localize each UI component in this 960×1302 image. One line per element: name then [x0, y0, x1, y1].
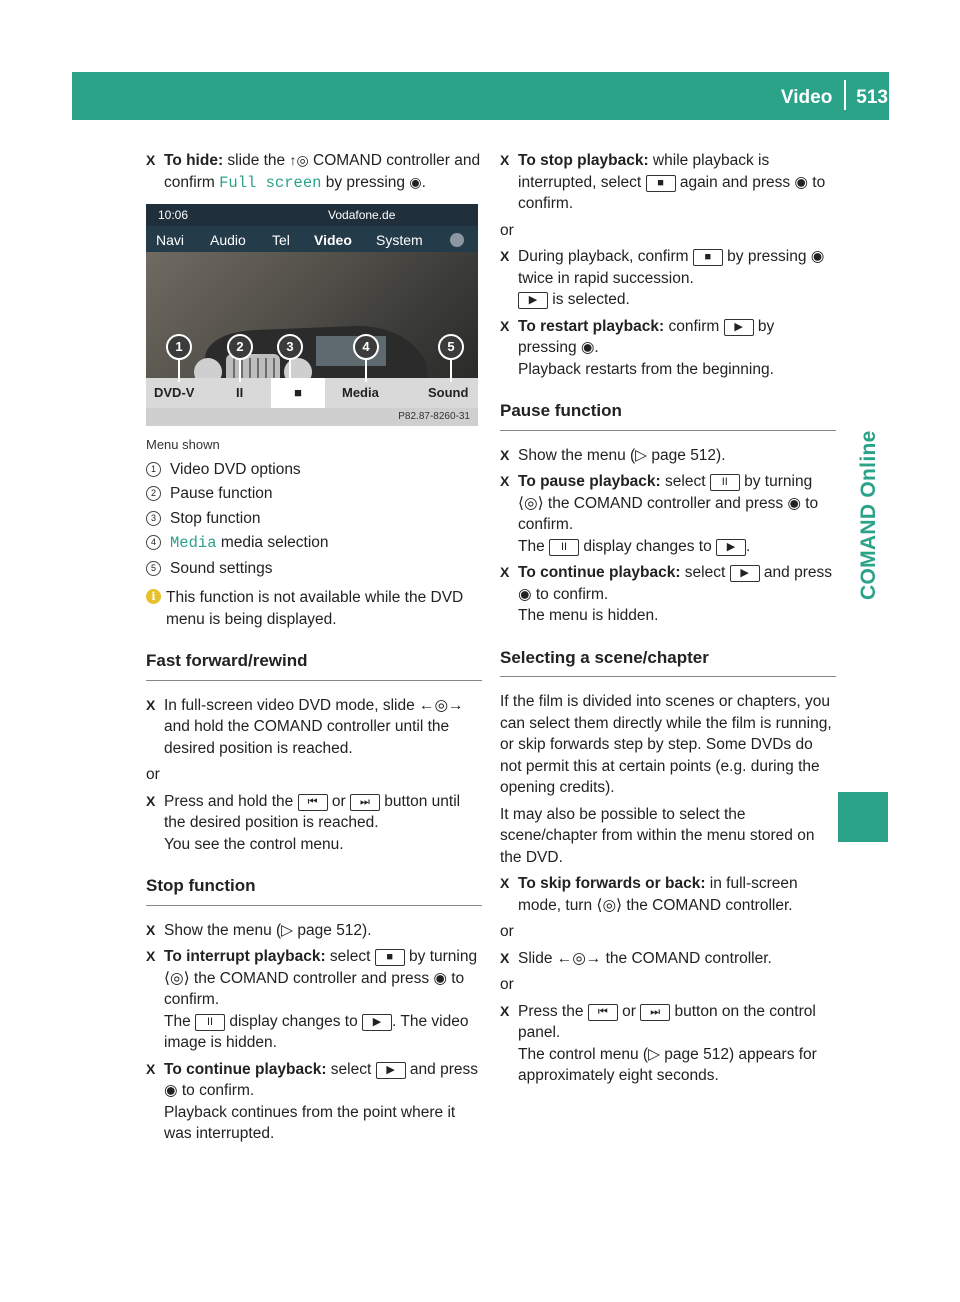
callout-5: 5 — [438, 334, 464, 360]
press-step: X Press the ⏮ or ⏭ button on the control panel. The control menu (▷ page 512) appears for approximately eight seconds. — [500, 1001, 836, 1087]
page-number: 513 — [856, 87, 888, 109]
stop-step-2: X To interrupt playback: select ■ by turning ⟨◎⟩ the COMAND controller and press ◉ to confirm. The II display changes to ▶ . The video image is hidden. — [146, 946, 482, 1054]
callout-1: 1 — [166, 334, 192, 360]
figure-bottom-menu: DVD-V II ■ Media Sound — [146, 378, 478, 408]
header-title — [781, 86, 888, 110]
header-bar — [72, 72, 889, 120]
legend-list — [146, 459, 482, 580]
screen-figure — [146, 204, 478, 426]
callout-2: 2 — [227, 334, 253, 360]
legend-item: 1 Video DVD options — [146, 459, 482, 481]
or-text: or — [146, 766, 160, 783]
or-text: or — [500, 221, 514, 239]
left-column — [146, 150, 482, 1150]
video-frame-image — [146, 252, 478, 378]
slide-step: X Slide ←◎→ the COMAND controller. — [500, 948, 836, 970]
callout-3: 3 — [277, 334, 303, 360]
section-title: Video — [780, 87, 833, 109]
settings-icon — [450, 233, 464, 247]
pause-step-2: X To pause playback: select II by turning ⟨◎⟩ the COMAND controller and press ◉ to confirm. The II display changes to ▶ . — [500, 471, 836, 557]
figure-main-menu: Navi Audio Tel Video System — [146, 228, 478, 252]
figure-caption: Menu shown — [146, 437, 220, 452]
restart-step: X To restart playback: confirm ▶ by pressing ◉. Playback restarts from the beginning. — [500, 316, 836, 381]
or-text: or — [500, 923, 514, 940]
figure-id-strip: P82.87-8260-31 — [146, 408, 478, 426]
callout-4: 4 — [353, 334, 379, 360]
scene-heading: Selecting a scene/chapter — [500, 647, 836, 678]
scene-paragraph-2: It may also be possible to select the scene/chapter from within the menu stored on the DVD. — [500, 805, 815, 866]
stop-heading: Stop function — [146, 875, 482, 906]
during-step: X During playback, confirm ■ by pressing ◉ twice in rapid succession. ▶ is selected. — [500, 246, 836, 311]
info-icon: i — [146, 589, 161, 604]
ff-step-2: X Press and hold the ⏮ or ⏭ button until the desired position is reached. You see the control menu. — [146, 791, 482, 856]
legend-item: 4 Media media selection — [146, 532, 482, 555]
side-tab-label: COMAND Online — [857, 430, 880, 600]
legend-item: 5 Sound settings — [146, 558, 482, 580]
scene-paragraph-1: If the film is divided into scenes or chapters, you can select them directly while the film is running, or skip forwards step by step. Some DVDs do not permit this at certain points (e.g. during the opening credits). — [500, 693, 832, 796]
legend-item: 2 Pause function — [146, 483, 482, 505]
hide-step: X To hide: slide the ↑◎ COMAND controller and confirm Full screen by pressing ◉. — [146, 150, 482, 194]
right-column — [500, 150, 836, 1092]
stop-step-3: X To continue playback: select ▶ and press ◉ to confirm. Playback continues from the point where it was interrupted. — [146, 1059, 482, 1145]
ff-heading: Fast forward/rewind — [146, 650, 482, 681]
legend-item: 3 Stop function — [146, 508, 482, 530]
pause-step-3: X To continue playback: select ▶ and press ◉ to confirm. The menu is hidden. — [500, 562, 836, 627]
title-divider — [844, 80, 846, 110]
figure-status-bar: 10:06 Vodafone.de — [146, 204, 478, 226]
or-text: or — [500, 976, 514, 993]
info-note: i This function is not available while the DVD menu is being displayed. — [146, 587, 482, 630]
full-screen-option: Full screen — [219, 173, 322, 192]
stop-step-1: X Show the menu (▷ page 512). — [146, 920, 482, 942]
side-tab-block — [838, 792, 888, 842]
stopplay-step: X To stop playback: while playback is interrupted, select ■ again and press ◉ to confirm. — [500, 150, 836, 215]
ff-step-1: X In full-screen video DVD mode, slide ←◎→ and hold the COMAND controller until the desired position is reached. — [146, 695, 482, 760]
pause-heading: Pause function — [500, 400, 836, 431]
pause-step-1: X Show the menu (▷ page 512). — [500, 445, 836, 467]
skip-step: X To skip forwards or back: in full-screen mode, turn ⟨◎⟩ the COMAND controller. — [500, 873, 836, 916]
